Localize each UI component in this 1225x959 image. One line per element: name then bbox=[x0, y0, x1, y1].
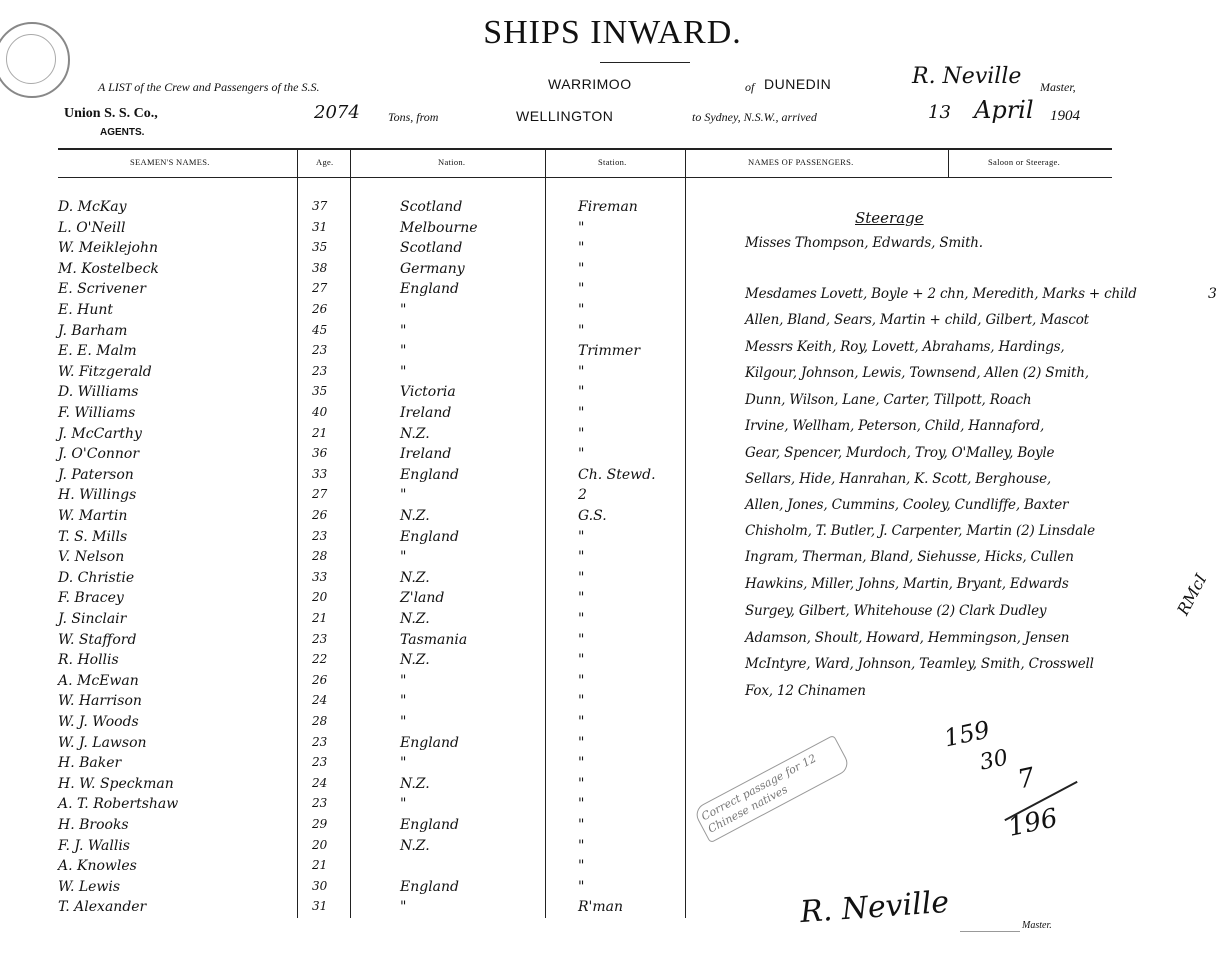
crew-station: " bbox=[578, 569, 585, 586]
crew-row bbox=[0, 879, 680, 900]
crew-name: A. McEwan bbox=[58, 672, 139, 689]
crew-station: " bbox=[578, 672, 585, 689]
crew-station: " bbox=[578, 878, 585, 895]
crew-row bbox=[0, 364, 680, 385]
crew-nation: " bbox=[400, 549, 407, 566]
tonnage: 2074 bbox=[314, 102, 360, 123]
passenger-line: Sellars, Hide, Hanrahan, K. Scott, Berghouse, bbox=[745, 471, 1051, 487]
crew-row bbox=[0, 446, 680, 467]
crew-station: " bbox=[578, 590, 585, 607]
crew-station: " bbox=[578, 363, 585, 380]
crew-nation: " bbox=[400, 796, 407, 813]
crew-age: 38 bbox=[312, 260, 328, 275]
crew-name: L. O'Neill bbox=[58, 219, 126, 236]
crew-row bbox=[0, 426, 680, 447]
crew-station: " bbox=[578, 775, 585, 792]
crew-nation: " bbox=[400, 343, 407, 360]
crew-station: " bbox=[578, 549, 585, 566]
crew-name: H. Baker bbox=[58, 755, 122, 772]
crew-age: 27 bbox=[312, 281, 328, 296]
crew-age: 20 bbox=[312, 837, 328, 852]
crew-age: 23 bbox=[312, 796, 328, 811]
crew-nation: Melbourne bbox=[400, 219, 478, 236]
crew-name: E. Scrivener bbox=[58, 281, 146, 298]
crew-name: J. Paterson bbox=[58, 466, 134, 483]
arrival-year: 1904 bbox=[1050, 108, 1080, 124]
crew-row bbox=[0, 755, 680, 776]
tons-from-label: Tons, from bbox=[388, 110, 439, 124]
crew-nation: England bbox=[400, 734, 460, 751]
crew-nation: " bbox=[400, 363, 407, 380]
crew-name: D. Williams bbox=[58, 384, 139, 401]
col-divider bbox=[948, 148, 949, 178]
crew-row bbox=[0, 384, 680, 405]
col-passenger-names: NAMES OF PASSENGERS. bbox=[748, 157, 854, 167]
crew-station: " bbox=[578, 817, 585, 833]
crew-station: " bbox=[578, 240, 585, 257]
crew-name: F. J. Wallis bbox=[58, 837, 130, 854]
crew-station: Fireman bbox=[578, 199, 638, 215]
margin-number: 3 bbox=[1208, 286, 1217, 302]
of-prefix: of bbox=[745, 80, 755, 94]
crew-station: " bbox=[578, 755, 585, 772]
crew-nation: N.Z. bbox=[400, 775, 430, 792]
master-signature: R. Neville bbox=[798, 884, 951, 931]
crew-name: D. McKay bbox=[58, 199, 127, 215]
from-port: WELLINGTON bbox=[516, 108, 614, 124]
col-divider bbox=[685, 148, 686, 918]
crew-row bbox=[0, 838, 680, 859]
crew-age: 35 bbox=[312, 384, 328, 399]
crew-row bbox=[0, 570, 680, 591]
crew-nation: Victoria bbox=[400, 384, 456, 401]
crew-name: W. Martin bbox=[58, 508, 128, 524]
master-label: Master. bbox=[1022, 920, 1052, 931]
crew-nation: Tasmania bbox=[400, 631, 468, 648]
crew-age: 33 bbox=[312, 466, 328, 481]
crew-name: W. J. Lawson bbox=[58, 734, 147, 751]
passenger-line: Surgey, Gilbert, Whitehouse (2) Clark Dudley bbox=[745, 603, 1047, 619]
crew-age: 26 bbox=[312, 508, 328, 522]
crew-name: W. J. Woods bbox=[58, 714, 139, 730]
crew-nation: " bbox=[400, 755, 407, 772]
crew-age: 26 bbox=[312, 302, 328, 316]
crew-row bbox=[0, 549, 680, 570]
crew-row bbox=[0, 508, 680, 529]
crew-nation: N.Z. bbox=[400, 611, 430, 627]
crew-station: " bbox=[578, 693, 585, 710]
crew-nation: England bbox=[400, 817, 460, 833]
crew-age: 22 bbox=[312, 652, 328, 667]
crew-station: " bbox=[578, 425, 585, 442]
crew-name: V. Nelson bbox=[58, 549, 125, 566]
crew-age: 27 bbox=[312, 487, 328, 502]
crew-name: W. Meiklejohn bbox=[58, 240, 158, 257]
crew-row bbox=[0, 735, 680, 756]
crew-age: 26 bbox=[312, 672, 328, 687]
steerage-heading: Steerage bbox=[855, 209, 924, 227]
crew-station: 2 bbox=[578, 487, 587, 504]
crew-name: A. T. Robertshaw bbox=[58, 796, 179, 813]
page-title: SHIPS INWARD. bbox=[483, 14, 742, 51]
crew-station: " bbox=[578, 260, 585, 277]
crew-station: " bbox=[578, 384, 585, 401]
crew-name: T. Alexander bbox=[58, 899, 147, 916]
crew-row bbox=[0, 817, 680, 838]
passenger-line: Mesdames Lovett, Boyle + 2 chn, Meredith, Marks + child bbox=[745, 286, 1137, 302]
passenger-line: Dunn, Wilson, Lane, Carter, Tillpott, Roach bbox=[745, 392, 1032, 408]
crew-age: 20 bbox=[312, 590, 328, 605]
crew-nation: " bbox=[400, 322, 407, 339]
crew-nation: Ireland bbox=[400, 446, 452, 463]
crew-row bbox=[0, 776, 680, 797]
arrival-day: 13 bbox=[928, 102, 951, 123]
crew-row bbox=[0, 302, 680, 323]
crew-nation: Germany bbox=[400, 260, 465, 277]
crew-nation: England bbox=[400, 281, 460, 298]
crew-name: W. Fitzgerald bbox=[58, 363, 152, 380]
passenger-line: Kilgour, Johnson, Lewis, Townsend, Allen (2) Smith, bbox=[745, 365, 1089, 381]
crew-name: W. Harrison bbox=[58, 693, 142, 710]
crew-row bbox=[0, 632, 680, 653]
crew-age: 21 bbox=[312, 858, 328, 873]
crew-nation: Scotland bbox=[400, 240, 463, 257]
crew-row bbox=[0, 323, 680, 344]
passenger-line: Gear, Spencer, Murdoch, Troy, O'Malley, Boyle bbox=[745, 445, 1055, 461]
tally-1: 159 bbox=[941, 715, 993, 753]
crew-row bbox=[0, 281, 680, 302]
crew-name: J. Barham bbox=[58, 322, 128, 339]
tally-3: 7 bbox=[1015, 762, 1038, 796]
crew-station: " bbox=[578, 837, 585, 854]
crew-station: Ch. Stewd. bbox=[578, 466, 656, 483]
agents-company: Union S. S. Co., bbox=[64, 106, 158, 121]
passenger-line: McIntyre, Ward, Johnson, Teamley, Smith, Crosswell bbox=[745, 656, 1094, 672]
crew-station: " bbox=[578, 446, 585, 463]
crew-station: " bbox=[578, 631, 585, 648]
crew-nation: Ireland bbox=[400, 405, 452, 421]
crew-age: 23 bbox=[312, 343, 328, 358]
crew-age: 29 bbox=[312, 817, 328, 831]
crew-row bbox=[0, 673, 680, 694]
col-age: Age. bbox=[316, 157, 334, 167]
crew-age: 31 bbox=[312, 219, 328, 234]
crew-age: 23 bbox=[312, 363, 328, 378]
crew-station: R'man bbox=[578, 899, 624, 916]
crew-station: G.S. bbox=[578, 508, 607, 524]
crew-station: " bbox=[578, 302, 585, 318]
crew-name: J. Sinclair bbox=[58, 611, 127, 627]
crew-age: 45 bbox=[312, 322, 328, 337]
crew-age: 36 bbox=[312, 446, 328, 461]
title-underline bbox=[600, 62, 690, 63]
crew-row bbox=[0, 611, 680, 632]
crew-nation: England bbox=[400, 528, 460, 545]
table-header-rule bbox=[58, 177, 1112, 178]
crew-age: 28 bbox=[312, 714, 328, 728]
crew-row bbox=[0, 343, 680, 364]
crew-row bbox=[0, 199, 680, 220]
agents-label: AGENTS. bbox=[100, 127, 145, 138]
crew-row bbox=[0, 693, 680, 714]
crew-nation: " bbox=[400, 672, 407, 689]
crew-row bbox=[0, 405, 680, 426]
crew-age: 23 bbox=[312, 631, 328, 646]
signature-line bbox=[960, 931, 1020, 932]
crew-name: W. Stafford bbox=[58, 631, 137, 648]
crew-name: J. McCarthy bbox=[58, 425, 142, 442]
tally-2: 30 bbox=[977, 745, 1011, 776]
crew-age: 37 bbox=[312, 199, 328, 213]
crew-station: " bbox=[578, 281, 585, 298]
crew-name: H. W. Speckman bbox=[58, 775, 174, 792]
passenger-line: Irvine, Wellham, Peterson, Child, Hannaford, bbox=[745, 418, 1045, 434]
crew-nation: Scotland bbox=[400, 199, 463, 215]
crew-age: 23 bbox=[312, 755, 328, 770]
tally-total: 196 bbox=[1005, 803, 1061, 843]
crew-age: 28 bbox=[312, 549, 328, 564]
crew-age: 35 bbox=[312, 240, 328, 255]
crew-row bbox=[0, 858, 680, 879]
crew-row bbox=[0, 652, 680, 673]
passenger-line: Fox, 12 Chinamen bbox=[745, 683, 866, 699]
crew-age: 33 bbox=[312, 569, 328, 584]
crew-name: A. Knowles bbox=[58, 858, 137, 875]
crew-row bbox=[0, 529, 680, 550]
crew-nation: England bbox=[400, 466, 460, 483]
crew-nation: England bbox=[400, 878, 460, 895]
list-prefix: A LIST of the Crew and Passengers of the S.S. bbox=[98, 80, 320, 94]
passenger-line: Messrs Keith, Roy, Lovett, Abrahams, Hardings, bbox=[745, 339, 1065, 355]
passenger-line: Hawkins, Miller, Johns, Martin, Bryant, Edwards bbox=[745, 576, 1069, 592]
passenger-line: Allen, Jones, Cummins, Cooley, Cundliffe, Baxter bbox=[745, 497, 1069, 513]
crew-name: F. Bracey bbox=[58, 590, 124, 607]
crew-name: M. Kostelbeck bbox=[58, 260, 159, 277]
crew-name: W. Lewis bbox=[58, 878, 121, 895]
crew-age: 23 bbox=[312, 528, 328, 543]
table-top-rule bbox=[58, 148, 1112, 150]
crew-name: J. O'Connor bbox=[58, 446, 140, 463]
crew-station: " bbox=[578, 858, 585, 875]
crew-age: 23 bbox=[312, 734, 328, 749]
crew-row bbox=[0, 220, 680, 241]
crew-station: " bbox=[578, 796, 585, 813]
crew-row bbox=[0, 240, 680, 261]
master-name: R. Neville bbox=[912, 64, 1022, 89]
crew-station: " bbox=[578, 322, 585, 339]
crew-row bbox=[0, 796, 680, 817]
crew-age: 40 bbox=[312, 405, 328, 419]
crew-nation: N.Z. bbox=[400, 837, 430, 854]
crew-age: 30 bbox=[312, 878, 328, 893]
col-nation: Nation. bbox=[438, 157, 466, 167]
crew-row bbox=[0, 899, 680, 920]
col-seamen-names: SEAMEN'S NAMES. bbox=[130, 157, 210, 167]
crew-name: F. Williams bbox=[58, 405, 136, 421]
passenger-line: Adamson, Shoult, Howard, Hemmingson, Jensen bbox=[745, 630, 1070, 646]
crew-row bbox=[0, 467, 680, 488]
crew-name: D. Christie bbox=[58, 569, 135, 586]
passenger-line: Misses Thompson, Edwards, Smith. bbox=[745, 235, 983, 251]
crew-station: " bbox=[578, 611, 585, 627]
crew-station: " bbox=[578, 528, 585, 545]
crew-row bbox=[0, 261, 680, 282]
crew-station: " bbox=[578, 734, 585, 751]
crew-nation: " bbox=[400, 714, 407, 730]
crew-name: E. Hunt bbox=[58, 302, 113, 318]
crew-station: " bbox=[578, 405, 585, 421]
crew-nation: N.Z. bbox=[400, 652, 430, 669]
passenger-line: Ingram, Therman, Bland, Siehusse, Hicks, Cullen bbox=[745, 549, 1074, 565]
crew-age: 31 bbox=[312, 899, 328, 914]
crew-station: " bbox=[578, 652, 585, 669]
crew-nation: " bbox=[400, 693, 407, 710]
crew-station: " bbox=[578, 219, 585, 236]
crew-station: " bbox=[578, 714, 585, 730]
master-suffix: Master, bbox=[1040, 80, 1076, 94]
ship-name: WARRIMOO bbox=[548, 76, 632, 92]
crew-nation: " bbox=[400, 302, 407, 318]
crew-nation: N.Z. bbox=[400, 425, 430, 442]
crew-nation: N.Z. bbox=[400, 569, 430, 586]
crew-row bbox=[0, 590, 680, 611]
arrival-month: April bbox=[974, 96, 1034, 124]
crew-age: 21 bbox=[312, 425, 328, 440]
crew-name: T. S. Mills bbox=[58, 528, 128, 545]
crew-row bbox=[0, 714, 680, 735]
crew-name: R. Hollis bbox=[58, 652, 119, 669]
destination-text: to Sydney, N.S.W., arrived bbox=[692, 110, 817, 124]
crew-nation: " bbox=[400, 899, 407, 916]
crew-age: 21 bbox=[312, 611, 328, 625]
crew-age: 24 bbox=[312, 693, 328, 708]
initials-mark: RMcI bbox=[1173, 570, 1211, 619]
pencil-note: Correct passage for 12 Chinese natives bbox=[692, 735, 851, 844]
crew-name: H. Brooks bbox=[58, 817, 129, 833]
crew-name: E. E. Malm bbox=[58, 343, 137, 360]
passenger-line: Allen, Bland, Sears, Martin + child, Gilbert, Mascot bbox=[745, 312, 1089, 328]
ship-port: DUNEDIN bbox=[764, 76, 832, 92]
crew-name: H. Willings bbox=[58, 487, 137, 504]
crew-row bbox=[0, 487, 680, 508]
crew-station: Trimmer bbox=[578, 343, 641, 360]
col-station: Station. bbox=[598, 157, 627, 167]
crew-nation: Z'land bbox=[400, 590, 445, 607]
crew-nation: N.Z. bbox=[400, 508, 430, 524]
crew-nation: " bbox=[400, 487, 407, 504]
passenger-line: Chisholm, T. Butler, J. Carpenter, Martin (2) Linsdale bbox=[745, 523, 1095, 539]
col-saloon-steerage: Saloon or Steerage. bbox=[988, 157, 1061, 167]
crew-age: 24 bbox=[312, 775, 328, 790]
